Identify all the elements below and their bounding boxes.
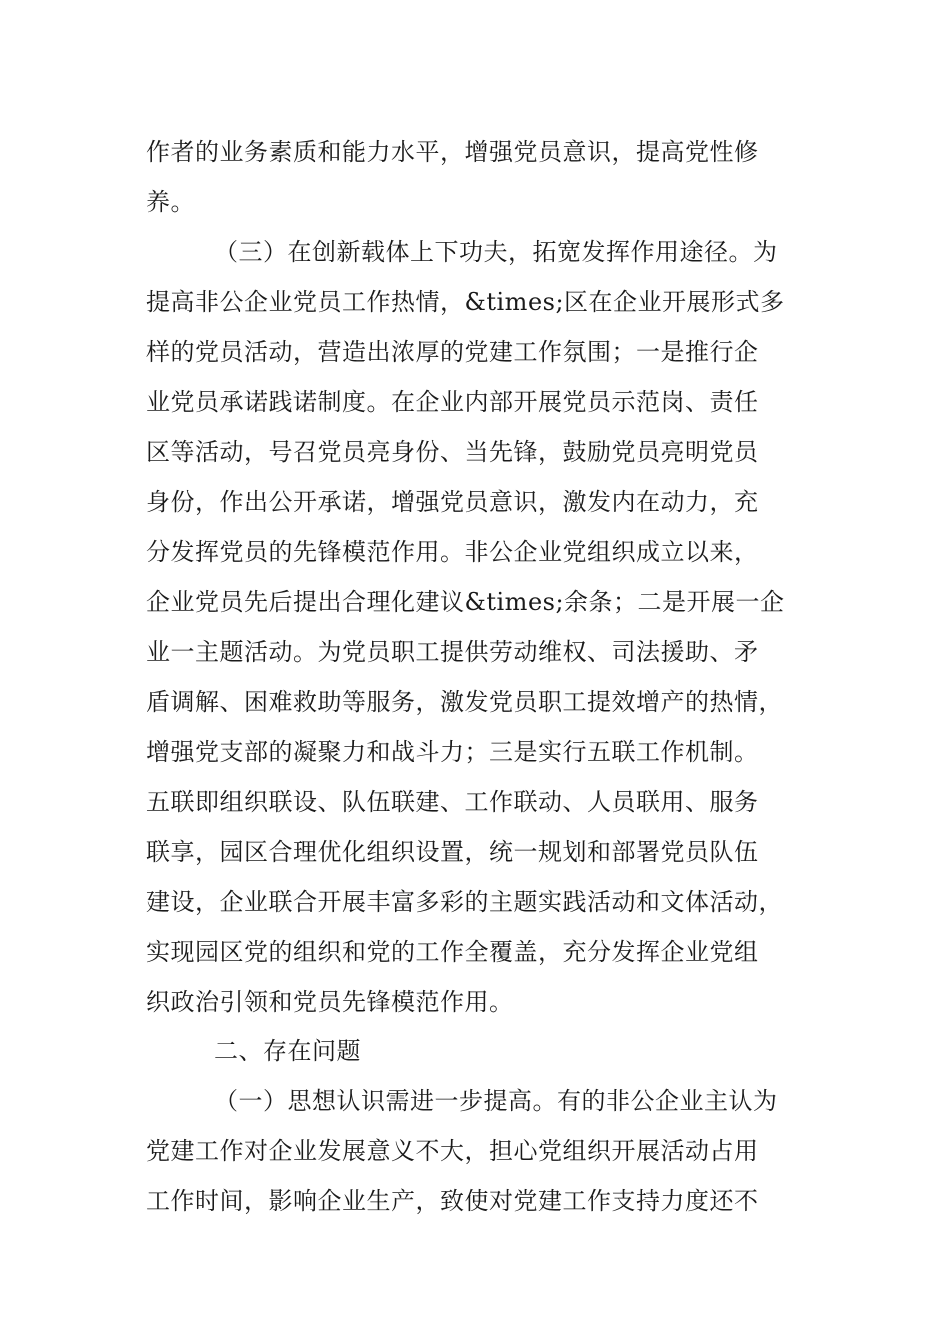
- paragraph-line: 业党员承诺践诺制度。在企业内部开展党员示范岗、责任: [146, 388, 759, 416]
- paragraph-line: 联享，园区合理优化组织设置，统一规划和部署党员队伍: [146, 838, 759, 866]
- paragraph-line: 建设，企业联合开展丰富多彩的主题实践活动和文体活动，: [146, 888, 783, 916]
- paragraph-line: 工作时间，影响企业生产，致使对党建工作支持力度还不: [146, 1187, 759, 1215]
- paragraph-line: 五联即组织联设、队伍联建、工作联动、人员联用、服务: [146, 788, 759, 816]
- paragraph-line: 党建工作对企业发展意义不大，担心党组织开展活动占用: [146, 1137, 759, 1165]
- paragraph-line: 实现园区党的组织和党的工作全覆盖，充分发挥企业党组: [146, 938, 759, 966]
- paragraph-line: 增强党支部的凝聚力和战斗力；三是实行五联工作机制。: [146, 738, 759, 766]
- paragraph-line: 养。: [146, 188, 195, 216]
- section-heading: 二、存在问题: [214, 1037, 361, 1065]
- paragraph-line: 区等活动，号召党员亮身份、当先锋，鼓励党员亮明党员: [146, 438, 759, 466]
- paragraph-line: 作者的业务素质和能力水平，增强党员意识，提高党性修: [146, 138, 759, 166]
- paragraph-line: 业一主题活动。为党员职工提供劳动维权、司法援助、矛: [146, 638, 759, 666]
- paragraph-line: 织政治引领和党员先锋模范作用。: [146, 988, 514, 1016]
- paragraph-line: 身份，作出公开承诺，增强党员意识，激发内在动力，充: [146, 488, 759, 516]
- paragraph-line: （三）在创新载体上下功夫，拓宽发挥作用途径。为: [214, 238, 778, 266]
- paragraph-line: 盾调解、困难救助等服务，激发党员职工提效增产的热情，: [146, 688, 783, 716]
- paragraph-line: 分发挥党员的先锋模范作用。非公企业党组织成立以来，: [146, 538, 759, 566]
- paragraph-line: （一）思想认识需进一步提高。有的非公企业主认为: [214, 1087, 778, 1115]
- paragraph-line: 企业党员先后提出合理化建议&times;余条；二是开展一企: [146, 588, 785, 616]
- paragraph-line: 样的党员活动，营造出浓厚的党建工作氛围；一是推行企: [146, 338, 759, 366]
- paragraph-line: 提高非公企业党员工作热情，&times;区在企业开展形式多: [146, 288, 785, 316]
